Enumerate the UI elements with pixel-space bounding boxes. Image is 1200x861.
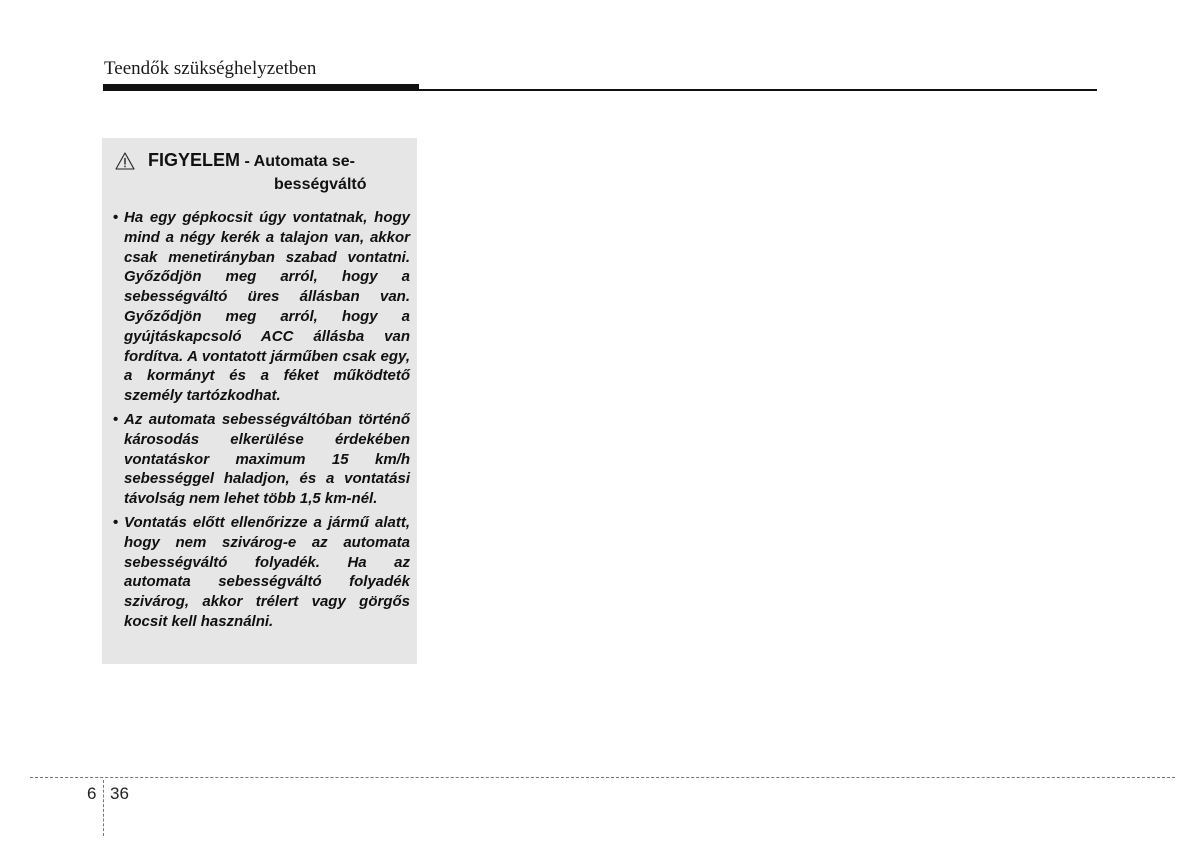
warning-bullet — [113, 208, 410, 406]
warning-heading — [148, 149, 413, 196]
warning-bullet-list — [113, 208, 410, 632]
chapter-number: 6 — [87, 784, 97, 803]
warning-word: FIGYELEM — [148, 150, 241, 170]
warning-bullet-text: Az automata sebességváltóban történő károsodás elkerülése érdekében vontatáskor maximum 15 km/h sebességgel haladjon, és a vontatási távolság nem lehet több 1,5 km-nél. — [124, 410, 410, 508]
page-number: 36 — [110, 784, 129, 803]
warning-header — [113, 146, 410, 196]
header-rule-thin — [103, 89, 1097, 91]
warning-bullet — [113, 410, 410, 509]
footer-dashed-rule — [30, 777, 1175, 778]
bullet-mark: • — [113, 209, 119, 226]
footer-dashed-divider — [103, 780, 104, 836]
warning-separator: - — [244, 153, 250, 170]
section-title: Teendők szükséghelyzetben — [104, 58, 317, 79]
warning-box — [102, 138, 417, 664]
bullet-mark: • — [113, 513, 119, 531]
bullet-mark: • — [113, 410, 119, 428]
warning-triangle-icon — [115, 152, 135, 170]
warning-subject-line1: Automata se- — [253, 153, 356, 170]
warning-subject-line2: bességváltó — [274, 176, 367, 193]
warning-bullet-text: Vontatás előtt ellenőrizze a jármű alatt, hogy nem szivárog-e az automata sebességváltó folyadék. Ha az automata sebességváltó folyadék szivárog, akkor trélert vagy görgős kocsit kell használni. — [124, 513, 410, 630]
warning-bullet-text: Ha egy gépkocsit úgy vontatnak, hogy mind a négy kerék a talajon van, akkor csak menetirányban szabad vontatni. Győződjön meg arról, hogy a sebességváltó üres állásban van. Győződjön meg arról, hogy a gyújtáskapcsoló ACC állásba van fordítva. A vontatott járműben csak egy, a kormányt és a féket működtető személy tartózkodhat. — [124, 209, 410, 405]
warning-bullet — [113, 513, 410, 632]
